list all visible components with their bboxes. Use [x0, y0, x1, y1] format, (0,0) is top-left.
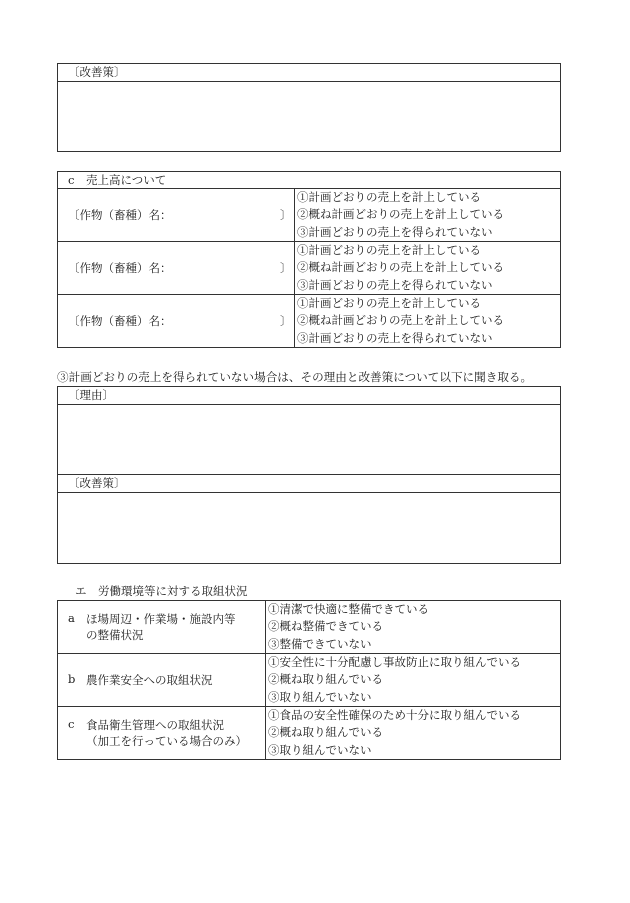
improvement-header: 〔改善策〕 [58, 64, 560, 82]
sales-table [57, 171, 561, 348]
sales-option-2[interactable]: ②概ね計画どおりの売上を計上している [297, 207, 504, 222]
crop-name-close: 〕 [280, 314, 292, 328]
improvement-writing-area[interactable] [58, 493, 560, 581]
labor-a-option-1[interactable]: ①清潔で快適に整備できている [268, 602, 429, 617]
item-key: b [68, 672, 76, 686]
labor-item-b-options [266, 654, 561, 707]
item-key: c [68, 717, 75, 731]
labor-b-option-2[interactable]: ②概ね取り組んでいる [268, 672, 383, 687]
item-label-sub: （加工を行っている場合のみ） [86, 734, 247, 748]
improvement-header: 〔改善策〕 [58, 475, 560, 493]
item-key: a [68, 611, 75, 625]
crop-cell[interactable] [58, 189, 295, 242]
crop-cell[interactable] [58, 242, 295, 295]
sales-option-1[interactable]: ①計画どおりの売上を計上している [297, 296, 481, 311]
item-label: ほ場周辺・作業場・施設内等 [86, 612, 236, 626]
improvement-writing-area[interactable] [58, 82, 560, 169]
crop-name-close: 〕 [280, 261, 292, 275]
labor-item-b-label [58, 654, 266, 707]
sales-option-3[interactable]: ③計画どおりの売上を得られていない [297, 330, 493, 345]
sales-options-cell [295, 189, 561, 242]
hearing-note: ③計画どおりの売上を得られていない場合は、その理由と改善策について以下に聞き取る。 [57, 370, 533, 384]
labor-item-c-options [266, 707, 561, 760]
item-label: 食品衛生管理への取組状況 [86, 718, 224, 732]
reason-box [57, 386, 561, 475]
improvement-box-top [57, 63, 561, 152]
labor-c-option-3[interactable]: ③取り組んでいない [268, 742, 372, 757]
sales-header: c 売上高について [58, 172, 561, 189]
sales-options-cell [295, 242, 561, 295]
labor-item-c-label [58, 707, 266, 760]
labor-c-option-1[interactable]: ①食品の安全性確保のため十分に取り組んでいる [268, 708, 521, 723]
labor-section-title: エ 労働環境等に対する取組状況 [75, 584, 248, 598]
sales-option-2[interactable]: ②概ね計画どおりの売上を計上している [297, 260, 504, 275]
sales-option-3[interactable]: ③計画どおりの売上を得られていない [297, 277, 493, 292]
sales-option-2[interactable]: ②概ね計画どおりの売上を計上している [297, 313, 504, 328]
crop-name-label: 〔作物（畜種）名： [68, 261, 172, 275]
sales-option-3[interactable]: ③計画どおりの売上を得られていない [297, 224, 493, 239]
sales-option-1[interactable]: ①計画どおりの売上を計上している [297, 190, 481, 205]
sales-options-cell [295, 295, 561, 348]
crop-name-label: 〔作物（畜種）名： [68, 314, 172, 328]
labor-item-a-label [58, 601, 266, 654]
crop-cell[interactable] [58, 295, 295, 348]
crop-name-label: 〔作物（畜種）名： [68, 208, 172, 222]
labor-c-option-2[interactable]: ②概ね取り組んでいる [268, 725, 383, 740]
labor-item-a-options [266, 601, 561, 654]
item-label-sub: の整備状況 [86, 628, 144, 642]
labor-table [57, 600, 561, 760]
labor-a-option-2[interactable]: ②概ね整備できている [268, 619, 383, 634]
labor-a-option-3[interactable]: ③整備できていない [268, 636, 372, 651]
labor-b-option-1[interactable]: ①安全性に十分配慮し事故防止に取り組んでいる [268, 655, 521, 670]
item-label: 農作業安全への取組状況 [86, 673, 213, 687]
labor-b-option-3[interactable]: ③取り組んでいない [268, 689, 372, 704]
crop-name-close: 〕 [280, 208, 292, 222]
reason-header: 〔理由〕 [58, 387, 560, 405]
improvement-box-bottom [57, 474, 561, 564]
sales-option-1[interactable]: ①計画どおりの売上を計上している [297, 243, 481, 258]
